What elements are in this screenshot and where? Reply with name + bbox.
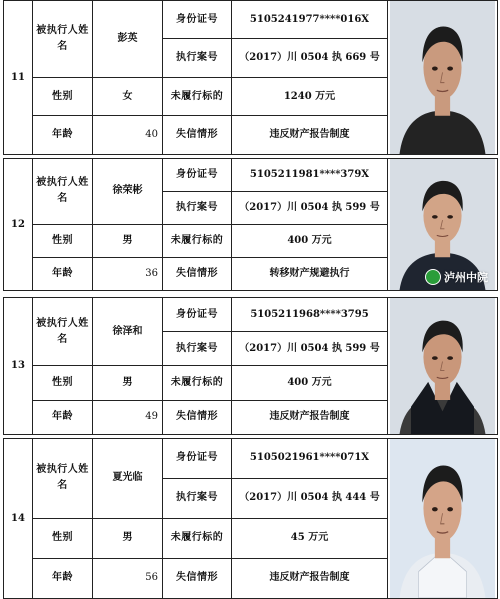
label-dishonest: 失信情形 — [163, 257, 232, 290]
watermark — [425, 269, 488, 285]
value-name: 夏光临 — [93, 439, 163, 519]
label-age: 年龄 — [33, 257, 93, 290]
portrait-photo — [388, 1, 498, 155]
label-id: 身份证号 — [163, 159, 232, 192]
record-14 — [0, 438, 500, 599]
label-gender: 性别 — [33, 77, 93, 115]
value-gender: 男 — [93, 224, 163, 257]
portrait-photo — [388, 439, 498, 599]
value-unpaid: 45 万元 — [232, 518, 388, 558]
label-dishonest: 失信情形 — [163, 558, 232, 598]
label-name: 被执行人姓名 — [33, 159, 93, 225]
label-gender: 性别 — [33, 366, 93, 400]
label-age: 年龄 — [33, 558, 93, 598]
value-gender: 男 — [93, 518, 163, 558]
label-case: 执行案号 — [163, 39, 232, 77]
value-dishonest: 违反财产报告制度 — [232, 116, 388, 155]
label-id: 身份证号 — [163, 298, 232, 332]
value-name: 彭英 — [93, 1, 163, 78]
watermark-text: 泸州中院 — [444, 271, 488, 284]
value-age: 56 — [93, 558, 163, 598]
label-case: 执行案号 — [163, 478, 232, 518]
record-number: 11 — [4, 1, 33, 155]
wechat-logo-icon — [425, 269, 441, 285]
value-age: 40 — [93, 116, 163, 155]
value-unpaid: 400 万元 — [232, 366, 388, 400]
label-case: 执行案号 — [163, 332, 232, 366]
record-table — [3, 438, 498, 599]
value-dishonest: 违反财产报告制度 — [232, 400, 388, 434]
label-dishonest: 失信情形 — [163, 400, 232, 434]
value-name: 徐荣彬 — [93, 159, 163, 225]
value-gender: 女 — [93, 77, 163, 115]
label-unpaid: 未履行标的 — [163, 366, 232, 400]
value-case: （2017）川 0504 执 599 号 — [232, 191, 388, 224]
label-name: 被执行人姓名 — [33, 439, 93, 519]
label-age: 年龄 — [33, 400, 93, 434]
record-number: 12 — [4, 159, 33, 291]
label-gender: 性别 — [33, 518, 93, 558]
value-gender: 男 — [93, 366, 163, 400]
value-id: 5105241977****016X — [232, 1, 388, 39]
value-unpaid: 400 万元 — [232, 224, 388, 257]
value-case: （2017）川 0504 执 669 号 — [232, 39, 388, 77]
label-unpaid: 未履行标的 — [163, 518, 232, 558]
portrait-photo — [388, 298, 498, 435]
value-id: 5105211968****3795 — [232, 298, 388, 332]
value-dishonest: 违反财产报告制度 — [232, 558, 388, 598]
record-number: 14 — [4, 439, 33, 599]
record-table — [3, 158, 498, 291]
record-number: 13 — [4, 298, 33, 435]
label-name: 被执行人姓名 — [33, 298, 93, 366]
value-age: 36 — [93, 257, 163, 290]
label-unpaid: 未履行标的 — [163, 224, 232, 257]
label-id: 身份证号 — [163, 439, 232, 479]
label-age: 年龄 — [33, 116, 93, 155]
label-case: 执行案号 — [163, 191, 232, 224]
value-age: 49 — [93, 400, 163, 434]
value-case: （2017）川 0504 执 599 号 — [232, 332, 388, 366]
value-dishonest: 转移财产规避执行 — [232, 257, 388, 290]
value-case: （2017）川 0504 执 444 号 — [232, 478, 388, 518]
label-unpaid: 未履行标的 — [163, 77, 232, 115]
value-id: 5105211981****379X — [232, 159, 388, 192]
record-13 — [0, 297, 500, 435]
record-11 — [0, 0, 500, 155]
value-unpaid: 1240 万元 — [232, 77, 388, 115]
label-id: 身份证号 — [163, 1, 232, 39]
label-name: 被执行人姓名 — [33, 1, 93, 78]
value-name: 徐泽和 — [93, 298, 163, 366]
value-id: 5105021961****071X — [232, 439, 388, 479]
record-12 — [0, 158, 500, 291]
record-table — [3, 0, 498, 155]
record-table — [3, 297, 498, 435]
label-gender: 性别 — [33, 224, 93, 257]
label-dishonest: 失信情形 — [163, 116, 232, 155]
